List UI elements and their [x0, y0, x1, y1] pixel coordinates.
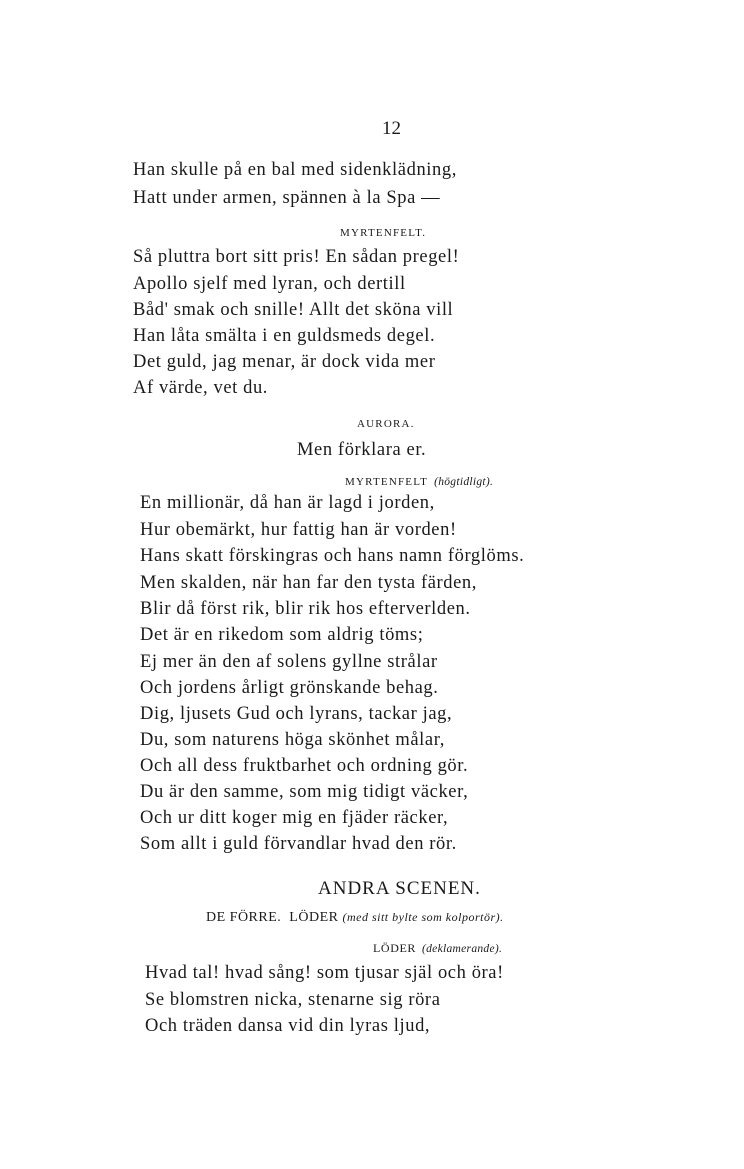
verse-line: Blir då först rik, blir rik hos efterverlden.	[140, 599, 471, 619]
verse-line: Af värde, vet du.	[133, 378, 269, 398]
verse-line: Båd' smak och snille! Allt det sköna vill	[133, 300, 454, 320]
verse-line: Hvad tal! hvad sång! som tjusar själ och öra!	[145, 963, 504, 983]
verse-line: Han skulle på en bal med sidenklädning,	[133, 160, 457, 180]
verse-line: Det guld, jag menar, är dock vida mer	[133, 352, 436, 372]
verse-line: Hatt under armen, spännen à la Spa —	[133, 188, 441, 208]
verse-line: Ej mer än den af solens gyllne strålar	[140, 652, 438, 672]
verse-line: Se blomstren nicka, stenarne sig röra	[145, 990, 441, 1010]
cast-entering: LÖDER	[289, 910, 339, 925]
verse-line: Och jordens årligt grönskande behag.	[140, 678, 439, 698]
verse-line: Så pluttra bort sitt pris! En sådan pregel!	[133, 247, 460, 267]
stage-direction: (deklamerande).	[422, 943, 503, 955]
verse-line: Som allt i guld förvandlar hvad den rör.	[140, 834, 457, 854]
speaker-name	[345, 477, 493, 489]
verse-line: Dig, ljusets Gud och lyrans, tackar jag,	[140, 704, 453, 724]
cast-list	[206, 910, 504, 926]
page-number: 12	[382, 118, 401, 139]
speaker-label: LÖDER	[373, 941, 416, 955]
stage-direction: (med sitt bylte som kolportör).	[342, 910, 504, 924]
speaker-name: AURORA.	[357, 418, 415, 430]
verse-line: Du är den samme, som mig tidigt väcker,	[140, 782, 469, 802]
speaker-label: MYRTENFELT	[345, 476, 429, 488]
verse-line: Han låta smälta i en guldsmeds degel.	[133, 326, 436, 346]
verse-line: Men förklara er.	[297, 440, 427, 460]
speaker-name	[373, 942, 502, 956]
stage-direction: (högtidligt).	[434, 476, 494, 488]
scene-heading: ANDRA SCENEN.	[318, 878, 481, 899]
verse-line: Och all dess fruktbarhet och ordning gör.	[140, 756, 469, 776]
verse-line: En millionär, då han är lagd i jorden,	[140, 493, 435, 513]
verse-line: Du, som naturens höga skönhet målar,	[140, 730, 445, 750]
verse-line: Det är en rikedom som aldrig töms;	[140, 625, 424, 645]
cast-previous: DE FÖRRE.	[206, 910, 282, 925]
speaker-name: MYRTENFELT.	[340, 227, 427, 239]
verse-line: Apollo sjelf med lyran, och dertill	[133, 274, 406, 294]
verse-line: Men skalden, när han far den tysta färden,	[140, 573, 478, 593]
verse-line: Hans skatt förskingras och hans namn förglöms.	[140, 546, 525, 566]
verse-line: Och ur ditt koger mig en fjäder räcker,	[140, 808, 449, 828]
verse-line: Och träden dansa vid din lyras ljud,	[145, 1016, 431, 1036]
verse-line: Hur obemärkt, hur fattig han är vorden!	[140, 520, 457, 540]
